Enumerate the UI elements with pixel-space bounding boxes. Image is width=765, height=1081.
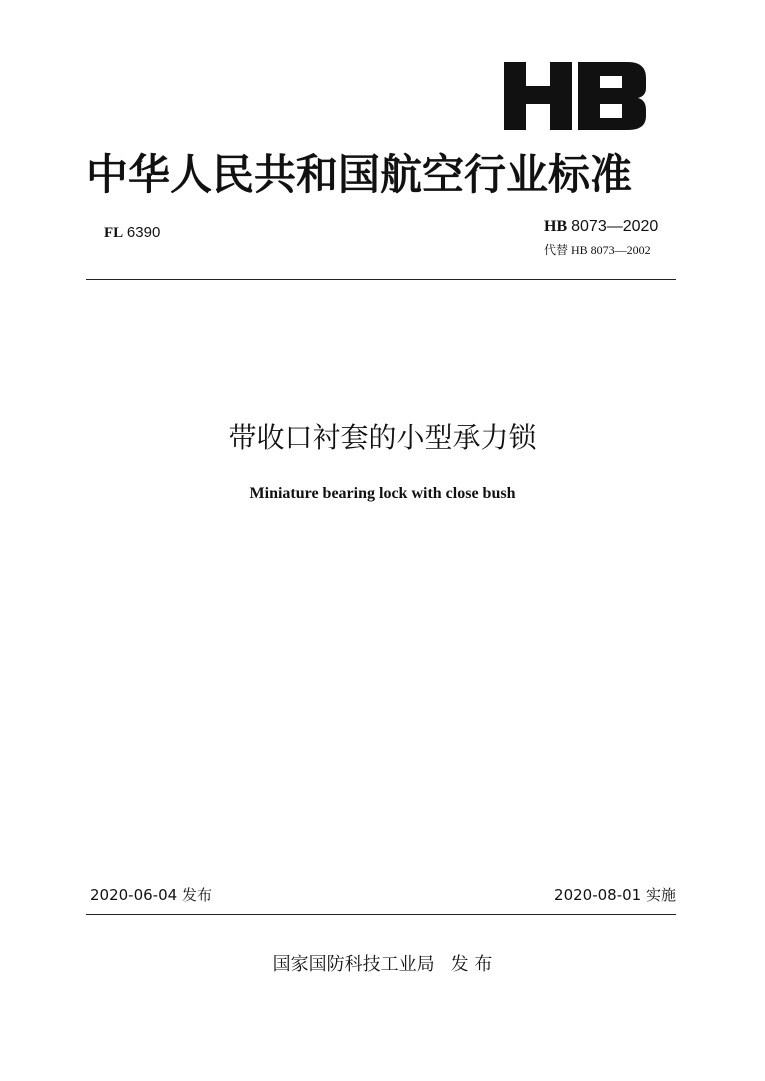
- standard-category-heading: 中华人民共和国航空行业标准: [86, 150, 633, 199]
- issue-date: 2020-06-04 发布: [90, 886, 212, 904]
- replaces-standard: 代替 HB 8073—2002: [544, 243, 651, 257]
- standard-prefix: HB: [544, 218, 568, 235]
- standard-number: [544, 218, 658, 236]
- classification-number: 6390: [126, 224, 161, 241]
- publisher-action: 发 布: [450, 954, 493, 975]
- publisher-name: 国家国防科技工业局: [272, 954, 435, 975]
- document-title-chinese: 带收口衬套的小型承力锁: [228, 421, 537, 454]
- classification-prefix: FL: [104, 225, 124, 241]
- top-divider: [86, 279, 676, 280]
- classification-code: [104, 224, 160, 242]
- bottom-divider: [86, 914, 676, 915]
- implementation-date: 2020-08-01 实施: [554, 886, 676, 904]
- publisher-line: [0, 950, 765, 976]
- standard-number-value: 8073—2020: [571, 218, 659, 235]
- document-title-english: Miniature bearing lock with close bush: [249, 485, 516, 502]
- hb-logo: [500, 58, 648, 134]
